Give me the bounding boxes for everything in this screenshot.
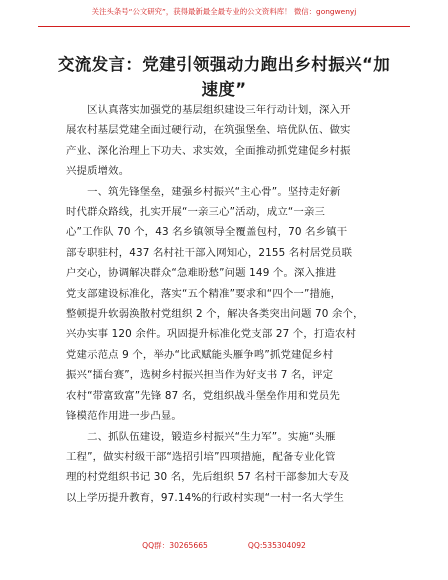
body-line: 锋模范作用进一步凸显。 — [66, 410, 182, 423]
top-banner — [0, 6, 448, 32]
title-line-1: 交流发言：党建引领强动力跑出乡村振兴“加 — [57, 55, 391, 74]
body-line: 部专职驻村，437 名村社干部入网知心，2155 名村居党员联 — [66, 246, 353, 259]
footer-qq-number: QQ:535304092 — [247, 541, 306, 550]
document-body — [66, 100, 392, 508]
body-line: 兴办实事 120 余件。巩固提升标准化党支部 27 个，打造农村 — [66, 328, 357, 341]
body-line: 区认真落实加强党的基层组织建设三年行动计划，深入开 — [66, 104, 351, 116]
banner-divider — [38, 26, 410, 27]
body-line: 户交心，协调解决群众“急难盼愁”问题 149 个。深入推进 — [66, 267, 337, 280]
body-line: 产业、深化治理上下功夫、求实效，全面推动抓党建促乡村振 — [66, 144, 351, 157]
body-line: 工程”，做实村级干部“选招引培”四项措施，配备专业化管 — [66, 450, 336, 463]
banner-text: 关注头条号“公文研究”，获得最新最全最专业的公文资料库！ 微信：gongwenyj — [91, 7, 357, 16]
body-line: 心”工作队 70 个，43 名乡镇领导全覆盖包村，70 名乡镇干 — [66, 226, 348, 239]
body-line: 党建示范点 9 个，举办“比武赋能头雁争鸣”抓党建促乡村 — [66, 348, 334, 361]
body-line: 理的村党组织书记 30 名，先后组织 57 名村干部参加大专及 — [66, 471, 350, 484]
body-line: 农村“带富致富”先锋 87 名，党组织战斗堡垒作用和党员先 — [66, 389, 340, 402]
body-line: 时代群众路线，扎实开展“一亲三心”活动，成立“一亲三 — [66, 206, 326, 219]
body-line: 兴提质增效。 — [66, 165, 130, 178]
body-line: 展农村基层党建全面过硬行动，在筑强堡垒、培优队伍、做实 — [66, 124, 351, 137]
body-line: 振兴“擂台赛”，选树乡村振兴担当作为好支书 7 名，评定 — [66, 369, 334, 382]
body-line: 以上学历提升教育，97.14%的行政村实现“一村一名大学生 — [66, 491, 344, 504]
body-line: 党支部建设标准化，落实“五个精准”要求和“四个一”措施， — [66, 287, 342, 300]
title-line-2: 速度” — [201, 80, 247, 99]
footer-qq-group: QQ群：30265665 — [142, 541, 208, 550]
footer-contact — [0, 540, 448, 551]
body-line: 一、筑先锋堡垒，建强乡村振兴“主心骨”。坚持走好新 — [66, 185, 341, 198]
document-title — [44, 52, 404, 102]
body-line: 二、抓队伍建设，锻造乡村振兴“生力军”。实施“头雁 — [66, 430, 336, 443]
body-line: 整顿提升软弱涣散村党组织 2 个，解决各类突出问题 70 余个， — [66, 308, 364, 321]
